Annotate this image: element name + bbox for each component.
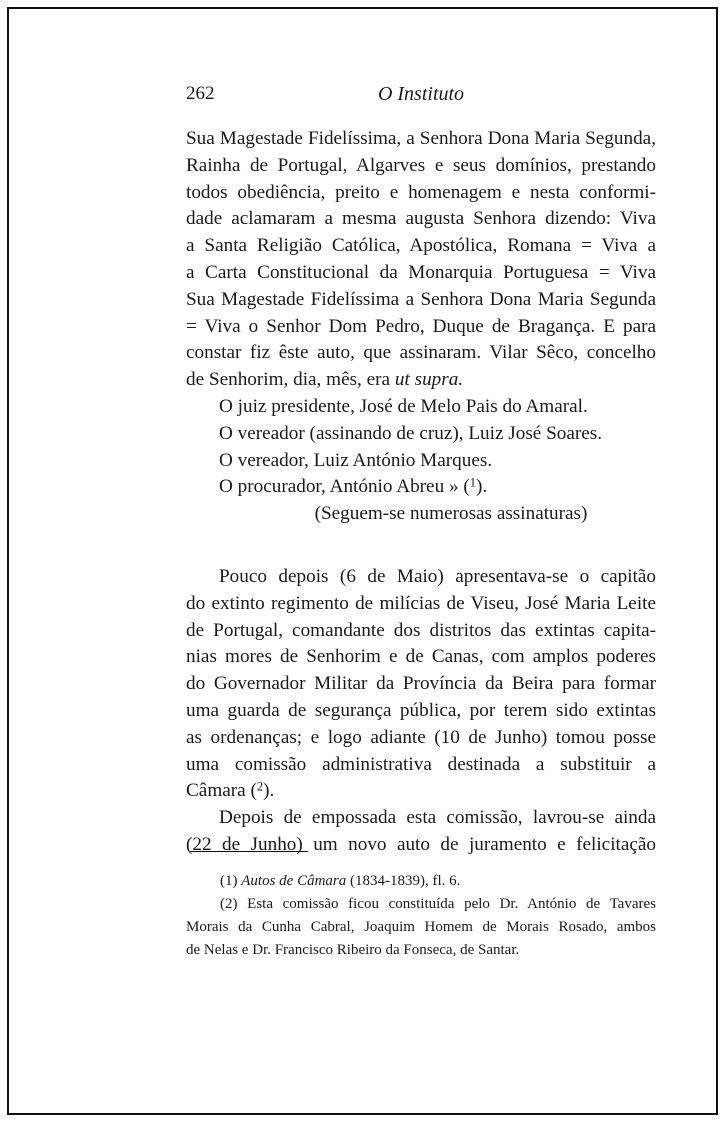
text-line: do Governador Militar da Província da Beira para formar <box>186 673 656 695</box>
footnote-mark: (2) <box>220 896 238 912</box>
text-line: uma comissão administrativa destinada a substituir a <box>186 753 656 775</box>
text-line: Sua Magestade Fidelíssima a Senhora Dona Maria Segunda <box>186 288 656 310</box>
text-line: as ordenanças; e logo adiante (10 de Junho) tomou posse <box>186 726 656 748</box>
text-line: dade aclamaram a mesma augusta Senhora dizendo: Viva <box>186 208 656 230</box>
footnote-ref: 2 <box>256 779 264 794</box>
footnote-line: Morais da Cunha Cabral, Joaquim Homem de Morais Rosado, ambos <box>186 919 656 935</box>
footnote-mark: (1) <box>220 873 238 889</box>
text-line: a Santa Religião Católica, Apostólica, Romana = Viva a <box>186 235 656 257</box>
footnote-1 <box>186 870 656 893</box>
text-line: nias mores de Senhorim e de Canas, com amplos poderes <box>186 646 656 668</box>
text-run: de Senhorim, dia, mês, era <box>186 369 395 391</box>
text-line: Rainha de Portugal, Algarves e seus domínios, prestando <box>186 154 656 176</box>
footnote-2 <box>186 893 656 916</box>
signature-line: O juiz presidente, José de Melo Pais do Amaral. <box>219 395 588 417</box>
signature-line: O vereador, Luiz António Marques. <box>219 449 493 471</box>
text-line: do extinto regimento de milícias de Viseu, José Maria Leite <box>186 592 656 614</box>
text-line: Sua Magestade Fidelíssima, a Senhora Dona Maria Segunda, <box>186 128 656 149</box>
text-run: (1834-1839), fl. 6. <box>346 873 461 889</box>
running-title: O Instituto <box>377 83 465 105</box>
footnotes <box>186 870 656 962</box>
body-text <box>186 126 656 859</box>
text-line: uma guarda de segurança pública, por terem sido extintas <box>186 699 656 721</box>
paragraph-gap <box>186 528 656 564</box>
footnote-separator <box>190 851 308 852</box>
text-line <box>186 778 656 805</box>
text-line: a Carta Constitucional da Monarquia Portuguesa = Viva <box>186 261 656 283</box>
signatures-note: (Seguem-se numerosas assinaturas) <box>314 503 588 525</box>
footnote-source-title: Autos de Câmara <box>241 873 347 889</box>
footnote-ref: 1 <box>469 475 476 490</box>
text-run: O procurador, António Abreu » ( <box>219 476 470 498</box>
page-number: 262 <box>186 83 215 104</box>
text-run: Câmara ( <box>186 780 257 802</box>
text-line: Pouco depois (6 de Maio) apresentava-se o capitão <box>219 565 656 587</box>
signature-line: O vereador (assinando de cruz), Luiz José Soares. <box>219 422 603 444</box>
text-run: Esta comissão ficou constituída pelo Dr. António de Tavares <box>237 896 656 912</box>
signature-line <box>186 474 656 501</box>
page-header <box>186 83 656 113</box>
text-line: todos obediência, preito e homenagem e nesta conformi- <box>186 181 656 203</box>
text-line: Depois de empossada esta comissão, lavrou-se ainda <box>219 807 656 829</box>
latin-phrase: ut supra. <box>394 369 464 391</box>
text-run: ). <box>475 476 488 498</box>
text-line: de Portugal, comandante dos distritos das extintas capita- <box>186 619 656 641</box>
text-line: constar fiz êste auto, que assinaram. Vilar Sêco, concelho <box>186 342 656 364</box>
text-run: ). <box>263 780 275 802</box>
text-line: (22 de Junho) um novo auto de juramento e felicitação <box>186 833 656 855</box>
text-line: = Viva o Senhor Dom Pedro, Duque de Bragança. E para <box>186 315 656 337</box>
text-line <box>186 367 656 394</box>
footnote-line: de Nelas e Dr. Francisco Ribeiro da Fonseca, de Santar. <box>186 942 520 958</box>
